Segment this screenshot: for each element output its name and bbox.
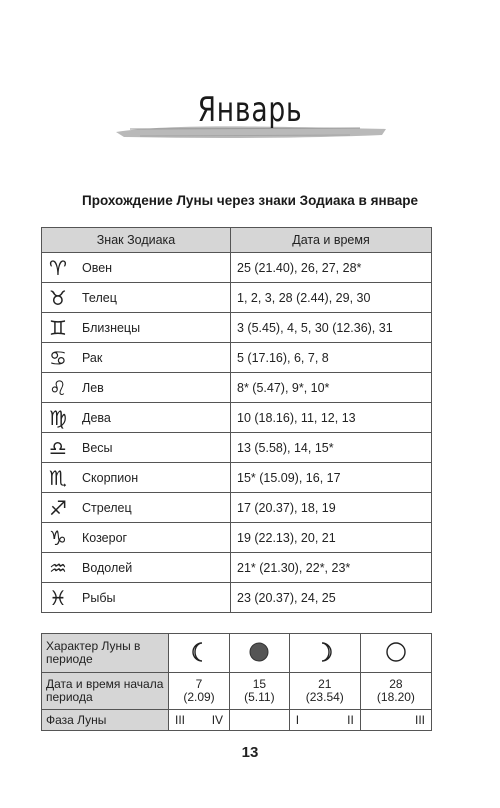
sign-name: Лев [82, 380, 104, 395]
moon-phase-row [42, 710, 432, 731]
period-time: (2.09) [183, 690, 215, 704]
period-day: 21 [318, 677, 332, 691]
sign-dates: 13 (5.58), 14, 15* [231, 433, 432, 463]
phase-cell-2 [230, 710, 290, 731]
sign-dates: 25 (21.40), 26, 27, 28* [231, 253, 432, 283]
sign-dates: 1, 2, 3, 28 (2.44), 29, 30 [231, 283, 432, 313]
sign-cell [42, 313, 231, 343]
phase-value: I [295, 712, 300, 727]
moon-phase-label: Фаза Луны [42, 710, 169, 731]
sign-dates: 19 (22.13), 20, 21 [231, 523, 432, 553]
sign-dates: 17 (20.37), 18, 19 [231, 493, 432, 523]
sign-cell [42, 373, 231, 403]
pisces-icon: ♓ [49, 585, 67, 610]
header-dates: Дата и время [231, 228, 432, 253]
new-moon-icon [230, 634, 290, 673]
period-cell-1 [169, 673, 230, 710]
table-caption: Прохождение Луны через знаки Зодиака в январе [82, 193, 418, 208]
zodiac-row [42, 553, 432, 583]
sign-dates: 23 (20.37), 24, 25 [231, 583, 432, 613]
phase-value: III [175, 712, 186, 727]
zodiac-table [41, 227, 432, 613]
zodiac-row [42, 463, 432, 493]
sign-cell [42, 493, 231, 523]
zodiac-row [42, 403, 432, 433]
leo-icon: ♌ [49, 375, 67, 400]
full-moon-icon [360, 634, 431, 673]
page-number: 13 [241, 744, 259, 761]
scorpio-icon: ♏ [49, 465, 67, 490]
sign-name: Рыбы [82, 590, 116, 605]
moon-date-label: Дата и время начала периода [42, 673, 169, 710]
period-day: 28 [389, 677, 403, 691]
sign-name: Дева [82, 410, 111, 425]
sign-cell [42, 403, 231, 433]
sign-cell [42, 523, 231, 553]
sagittarius-icon: ♐ [49, 495, 67, 520]
period-cell-3 [289, 673, 360, 710]
header-sign: Знак Зодиака [42, 228, 231, 253]
sign-cell [42, 553, 231, 583]
sign-dates: 5 (17.16), 6, 7, 8 [231, 343, 432, 373]
period-day: 7 [195, 677, 203, 691]
sign-name: Овен [82, 260, 113, 275]
cancer-icon: ♋ [49, 345, 67, 370]
capricorn-icon: ♑ [49, 525, 67, 550]
moon-date-row [42, 673, 432, 710]
aquarius-icon: ♒ [49, 555, 67, 580]
phase-cell-1 [169, 710, 230, 731]
period-cell-2 [230, 673, 290, 710]
page-title: Январь [197, 90, 303, 130]
phase-cell-4 [360, 710, 431, 731]
zodiac-row [42, 253, 432, 283]
period-day: 15 [252, 677, 267, 691]
waxing-crescent-moon-icon [289, 634, 360, 673]
sign-cell [42, 433, 231, 463]
zodiac-header-row [42, 228, 432, 253]
phase-value: IV [211, 712, 224, 727]
sign-cell [42, 463, 231, 493]
virgo-icon: ♍ [49, 405, 67, 430]
sign-cell [42, 283, 231, 313]
sign-dates: 10 (18.16), 11, 12, 13 [231, 403, 432, 433]
sign-name: Близнецы [82, 320, 141, 335]
zodiac-row [42, 373, 432, 403]
sign-dates: 3 (5.45), 4, 5, 30 (12.36), 31 [231, 313, 432, 343]
phase-cell-3 [289, 710, 360, 731]
sign-dates: 8* (5.47), 9*, 10* [231, 373, 432, 403]
sign-dates: 15* (15.09), 16, 17 [231, 463, 432, 493]
sign-name: Весы [82, 440, 113, 455]
sign-name: Скорпион [82, 470, 139, 485]
taurus-icon: ♉ [49, 285, 67, 310]
phase-value: III [414, 712, 425, 727]
title-block [110, 82, 390, 152]
phase-value: II [347, 712, 354, 727]
sign-name: Рак [82, 350, 103, 365]
moon-character-row [42, 634, 432, 673]
zodiac-row [42, 433, 432, 463]
sign-name: Телец [82, 290, 117, 305]
aries-icon: ♈ [49, 255, 67, 280]
zodiac-row [42, 523, 432, 553]
sign-cell [42, 253, 231, 283]
zodiac-row [42, 343, 432, 373]
period-cell-4 [360, 673, 431, 710]
zodiac-row [42, 283, 432, 313]
zodiac-row [42, 493, 432, 523]
sign-name: Водолей [82, 560, 133, 575]
sign-cell [42, 343, 231, 373]
libra-icon: ♎ [49, 435, 67, 460]
gemini-icon: ♊ [49, 315, 67, 340]
period-time: (5.11) [244, 690, 275, 704]
moon-character-label: Характер Луны в периоде [42, 634, 169, 673]
sign-cell [42, 583, 231, 613]
zodiac-body [42, 253, 432, 613]
sign-name: Стрелец [82, 500, 132, 515]
moon-phase-table [41, 633, 432, 731]
zodiac-row [42, 313, 432, 343]
period-time: (18.20) [376, 690, 415, 704]
zodiac-row [42, 583, 432, 613]
period-time: (23.54) [305, 690, 344, 704]
sign-name: Козерог [82, 530, 128, 545]
sign-dates: 21* (21.30), 22*, 23* [231, 553, 432, 583]
waning-crescent-moon-icon [169, 634, 230, 673]
